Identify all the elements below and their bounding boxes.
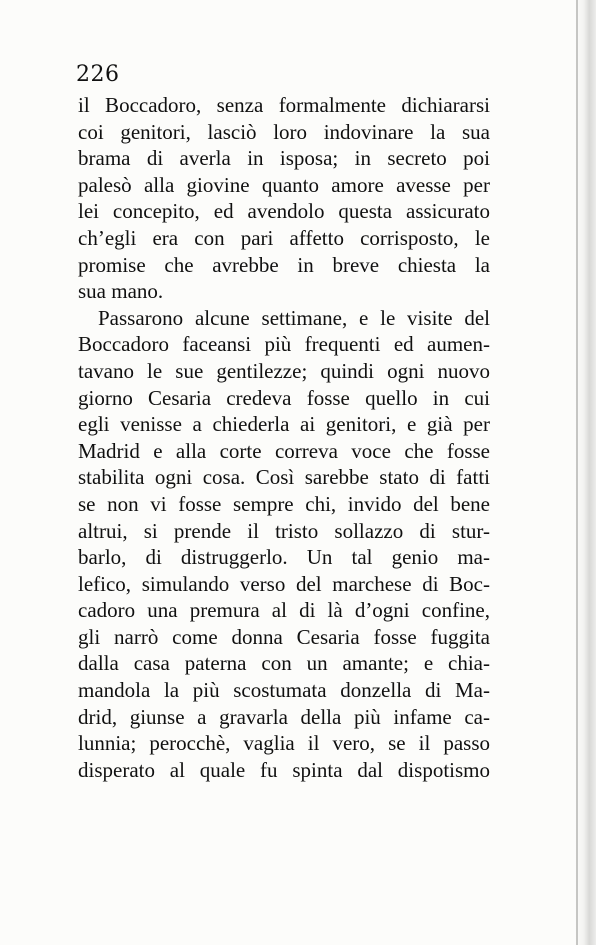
text-line: disperato al quale fu spinta dal dispotismo [78,757,490,782]
text-line: Boccadoro faceansi più frequenti ed aumen- [78,332,490,357]
text-line: Passarono alcune settimane, e le visite del [98,305,490,330]
text-line: giorno Cesaria credeva fosse quello in cui [78,385,490,410]
text-line: drid, giunse a gravarla della più infame ca- [78,704,490,729]
text-line: lei concepito, ed avendolo questa assicurato [78,199,490,224]
text-line: coi genitori, lasciò loro indovinare la sua [78,119,490,144]
body-text [78,92,490,783]
text-line: sua mano. [78,279,164,304]
text-line: egli venisse a chiederla ai genitori, e già per [78,412,490,437]
text-line: altrui, si prende il tristo sollazzo di stur- [78,518,490,543]
text-line: brama di averla in isposa; in secreto poi [78,146,490,171]
text-line: mandola la più scostumata donzella di Ma- [78,678,490,703]
text-line: se non vi fosse sempre chi, invido del bene [78,491,490,516]
text-line: ch’egli era con pari affetto corrisposto, le [78,225,490,250]
text-line: lunnia; perocchè, vaglia il vero, se il passo [78,731,490,756]
text-line: barlo, di distruggerlo. Un tal genio ma- [78,545,490,570]
text-line: il Boccadoro, senza formalmente dichiararsi [78,93,490,117]
text-line: gli narrò come donna Cesaria fosse fuggita [78,624,490,649]
text-line: tavano le sue gentilezze; quindi ogni nuovo [78,358,490,383]
text-line: palesò alla giovine quanto amore avesse per [78,172,490,197]
text-line: cadoro una premura al di là d’ogni confine, [78,598,490,623]
text-line: promise che avrebbe in breve chiesta la [78,252,490,277]
text-line: lefico, simulando verso del marchese di Boc- [78,571,490,596]
text-line: dalla casa paterna con un amante; e chia- [78,651,490,676]
page-number: 226 [76,62,120,87]
page-edge-line [576,0,578,945]
text-line: stabilita ogni cosa. Così sarebbe stato di fatti [78,465,490,490]
text-line: Madrid e alla corte correva voce che fosse [78,438,490,463]
